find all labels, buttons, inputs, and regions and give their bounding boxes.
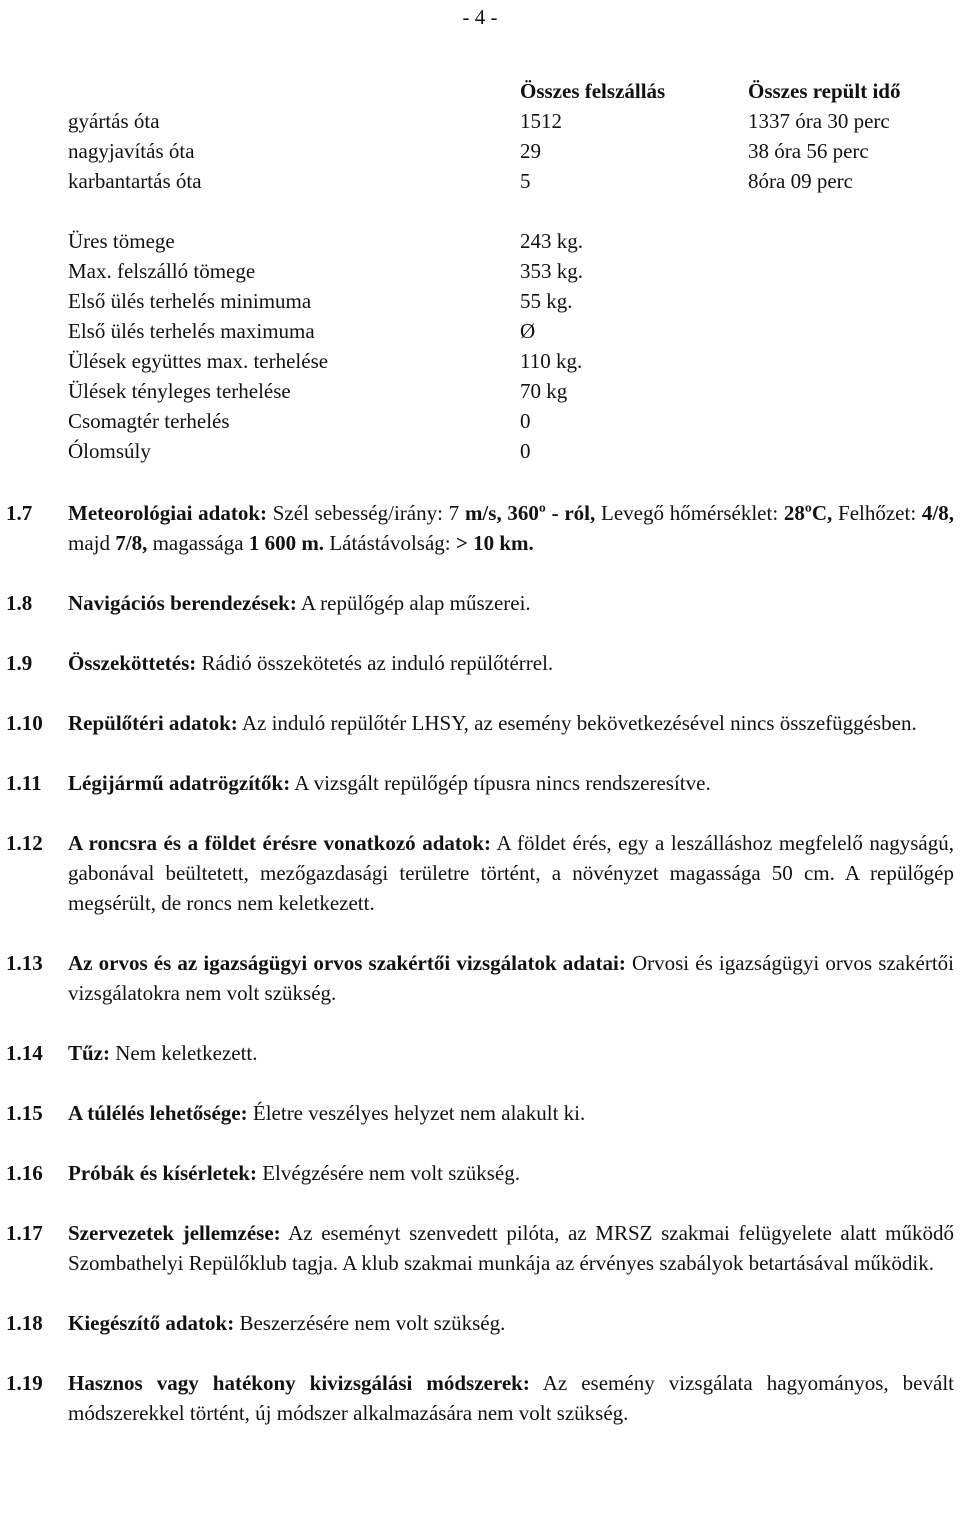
weight-value: 243 kg. bbox=[520, 229, 583, 253]
section-text: Beszerzésére nem volt szükség. bbox=[234, 1311, 506, 1335]
section-text: Az induló repülőtér LHSY, az esemény bekövetkezésével nincs összefüggésben. bbox=[237, 711, 917, 735]
section-text: Az esemény vizsgálata hagyományos, bevált módszerekkel történt, új módszer alkalmazására nem volt szükség. bbox=[68, 1371, 954, 1425]
section-number: 1.8 bbox=[6, 591, 33, 615]
takeoffs-value: 29 bbox=[520, 139, 541, 163]
cloud-value: 4/8, bbox=[921, 501, 955, 525]
section-recorders bbox=[6, 768, 954, 798]
section-wreckage bbox=[6, 828, 954, 918]
weight-label: Max. felszálló tömege bbox=[68, 259, 256, 283]
section-text: Rádió összekötetés az induló repülőtérrel. bbox=[196, 651, 554, 675]
section-organizations bbox=[6, 1218, 954, 1278]
weight-value: 55 kg. bbox=[520, 289, 573, 313]
section-title: Hasznos vagy hatékony kivizsgálási módszerek: bbox=[68, 1371, 530, 1395]
section-title: Meteorológiai adatok: bbox=[68, 501, 267, 525]
section-title: Kiegészítő adatok: bbox=[68, 1311, 235, 1335]
section-text: A földet érés, egy a leszálláshoz megfelelő nagyságú, gabonával beültetett, mezőgazdasági területre történt, a növényzet magassága 50 cm. A repülőgép megsérült, de roncs nem keletkezett. bbox=[68, 831, 955, 915]
section-fire bbox=[6, 1038, 954, 1068]
section-tests bbox=[6, 1158, 954, 1188]
report-sections bbox=[6, 498, 954, 1458]
section-airfield bbox=[6, 708, 954, 738]
section-title: Navigációs berendezések: bbox=[68, 591, 297, 615]
section-text: Életre veszélyes helyzet nem alakult ki. bbox=[247, 1101, 586, 1125]
section-number: 1.7 bbox=[6, 501, 33, 525]
weight-value: 0 bbox=[520, 439, 531, 463]
section-survival bbox=[6, 1098, 954, 1128]
page-number: - 4 - bbox=[462, 5, 498, 29]
section-number: 1.15 bbox=[6, 1101, 43, 1125]
section-text: majd bbox=[68, 531, 116, 555]
section-title: A roncsra és a földet érésre vonatkozó adatok: bbox=[68, 831, 492, 855]
section-communication bbox=[6, 648, 954, 678]
section-title: A túlélés lehetősége: bbox=[68, 1101, 248, 1125]
section-title: Légijármű adatrögzítők: bbox=[68, 771, 291, 795]
weight-value: 0 bbox=[520, 409, 531, 433]
section-number: 1.18 bbox=[6, 1311, 43, 1335]
visibility-value: > 10 km. bbox=[455, 531, 534, 555]
section-additional bbox=[6, 1308, 954, 1338]
section-title: Repülőtéri adatok: bbox=[68, 711, 238, 735]
section-text: Az eseményt szenvedett pilóta, az MRSZ szakmai felügyelete alatt működő Szombathelyi Repülőklub tagja. A klub szakmai munkája az érvényes szabályok betartásával működik. bbox=[68, 1221, 954, 1275]
wind-value: m/s, 360º - ról, bbox=[464, 501, 596, 525]
row-label: gyártás óta bbox=[68, 109, 160, 133]
section-navigation bbox=[6, 588, 954, 618]
weight-label: Üres tömege bbox=[68, 229, 175, 253]
temperature-value: 28ºC, bbox=[783, 501, 833, 525]
takeoffs-header: Összes felszállás bbox=[520, 79, 666, 103]
weight-label: Első ülés terhelés minimuma bbox=[68, 289, 312, 313]
section-text: A repülőgép alap műszerei. bbox=[296, 591, 531, 615]
section-text: Orvosi és igazságügyi orvos szakértői vizsgálatokra nem volt szükség. bbox=[68, 951, 954, 1005]
section-medical bbox=[6, 948, 954, 1008]
section-number: 1.9 bbox=[6, 651, 33, 675]
section-text: Látástávolság: bbox=[324, 531, 456, 555]
weight-value: 353 kg. bbox=[520, 259, 583, 283]
weight-value: 110 kg. bbox=[520, 349, 583, 373]
section-number: 1.13 bbox=[6, 951, 43, 975]
section-text: A vizsgált repülőgép típusra nincs rendszeresítve. bbox=[290, 771, 711, 795]
section-text: magassága bbox=[147, 531, 249, 555]
section-number: 1.16 bbox=[6, 1161, 43, 1185]
section-title: Az orvos és az igazságügyi orvos szakértői vizsgálatok adatai: bbox=[68, 951, 626, 975]
section-title: Tűz: bbox=[68, 1041, 110, 1065]
cloud-value-2: 7/8, bbox=[115, 531, 148, 555]
weight-value: 70 kg bbox=[520, 379, 568, 403]
cloud-height-value: 1 600 m. bbox=[248, 531, 325, 555]
section-title: Szervezetek jellemzése: bbox=[68, 1221, 281, 1245]
weight-label: Csomagtér terhelés bbox=[68, 409, 230, 433]
section-number: 1.17 bbox=[6, 1221, 43, 1245]
flight-time-header: Összes repült idő bbox=[748, 79, 901, 103]
section-number: 1.11 bbox=[6, 771, 42, 795]
flight-time-value: 1337 óra 30 perc bbox=[748, 109, 890, 133]
section-text: Felhőzet: bbox=[832, 501, 922, 525]
section-text: Levegő hőmérséklet: bbox=[595, 501, 784, 525]
section-title: Összeköttetés: bbox=[68, 651, 197, 675]
weight-label: Ülések tényleges terhelése bbox=[68, 379, 291, 403]
section-methods bbox=[6, 1368, 954, 1428]
section-text: Szél sebesség/irány: 7 bbox=[267, 501, 465, 525]
weight-label: Első ülés terhelés maximuma bbox=[68, 319, 315, 343]
section-number: 1.19 bbox=[6, 1371, 43, 1395]
weight-label: Ólomsúly bbox=[68, 439, 151, 463]
section-number: 1.12 bbox=[6, 831, 43, 855]
weight-label: Ülések együttes max. terhelése bbox=[68, 349, 329, 373]
row-label: karbantartás óta bbox=[68, 169, 202, 193]
section-number: 1.10 bbox=[6, 711, 43, 735]
flight-time-value: 8óra 09 perc bbox=[748, 169, 853, 193]
row-label: nagyjavítás óta bbox=[68, 139, 195, 163]
flight-time-value: 38 óra 56 perc bbox=[748, 139, 869, 163]
takeoffs-value: 1512 bbox=[520, 109, 562, 133]
section-number: 1.14 bbox=[6, 1041, 43, 1065]
weight-value: Ø bbox=[520, 319, 536, 343]
section-text: Nem keletkezett. bbox=[110, 1041, 258, 1065]
takeoffs-value: 5 bbox=[520, 169, 531, 193]
section-meteorology bbox=[6, 498, 954, 558]
section-title: Próbák és kísérletek: bbox=[68, 1161, 257, 1185]
section-text: Elvégzésére nem volt szükség. bbox=[256, 1161, 520, 1185]
